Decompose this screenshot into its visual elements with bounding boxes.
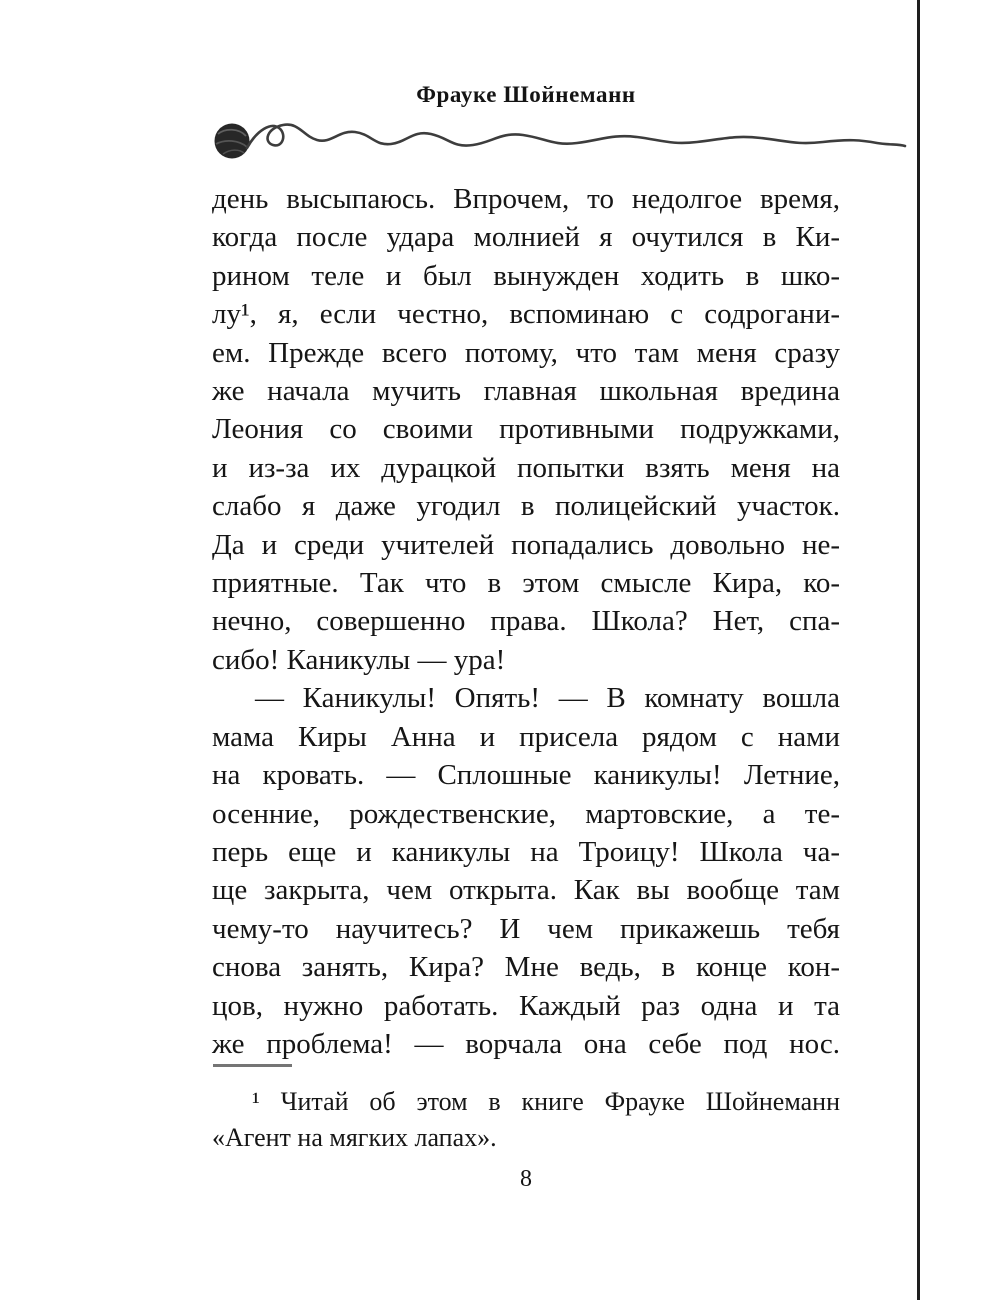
text-line: лу¹, я, если честно, вспоминаю с содрогани- <box>212 298 840 331</box>
footnote-rule <box>213 1064 292 1067</box>
text-line: мама Киры Анна и присела рядом с нами <box>212 720 840 753</box>
footnote-line: «Агент на мягких лапах». <box>212 1123 497 1152</box>
text-line: перь еще и каникулы на Троицу! Школа ча- <box>212 835 840 868</box>
footnote-line: ¹ Читай об этом в книге Фрауке Шойнеманн <box>252 1087 840 1116</box>
text-line: приятные. Так что в этом смысле Кира, ко- <box>212 567 840 600</box>
yarn-ball-icon <box>205 110 907 172</box>
text-line: когда после удара молнией я очутился в Ки- <box>212 221 840 254</box>
text-line: слабо я даже угодил в полицейский участок. <box>212 490 840 523</box>
text-line: на кровать. — Сплошные каникулы! Летние, <box>212 759 840 792</box>
text-line: снова занять, Кира? Мне ведь, в конце кон- <box>212 951 840 984</box>
text-line: ем. Прежде всего потому, что там меня сразу <box>212 336 840 369</box>
text-line: — Каникулы! Опять! — В комнату вошла <box>255 682 840 715</box>
page-number: 8 <box>520 1166 532 1192</box>
text-line: Да и среди учителей попадались довольно не- <box>212 528 840 561</box>
text-line: нечно, совершенно права. Школа? Нет, спа- <box>212 605 840 638</box>
text-line: же проблема! — ворчала она себе под нос. <box>212 1027 840 1060</box>
running-header-author: Фрауке Шойнеманн <box>416 82 636 107</box>
footnote <box>212 1084 840 1156</box>
text-line: осенние, рождественские, мартовские, а те- <box>212 797 840 830</box>
yarn-thread-line <box>247 125 905 148</box>
text-line: день высыпаюсь. Впрочем, то недолгое время, <box>212 183 840 215</box>
text-line: чему-то научитесь? И чем прикажешь тебя <box>212 912 840 945</box>
text-line: рином теле и был вынужден ходить в шко- <box>212 259 840 292</box>
page-scan-edge <box>917 0 920 1300</box>
text-line: сибо! Каникулы — ура! <box>212 643 506 676</box>
text-line: цов, нужно работать. Каждый раз одна и та <box>212 989 840 1022</box>
text-line: ще закрыта, чем открыта. Как вы вообще там <box>212 874 840 907</box>
text-line: и из-за их дурацкой попытки взять меня на <box>212 451 840 484</box>
body-text <box>212 180 840 1063</box>
text-line: Леония со своими противными подружками, <box>212 413 840 446</box>
text-line: же начала мучить главная школьная вредина <box>212 375 840 408</box>
